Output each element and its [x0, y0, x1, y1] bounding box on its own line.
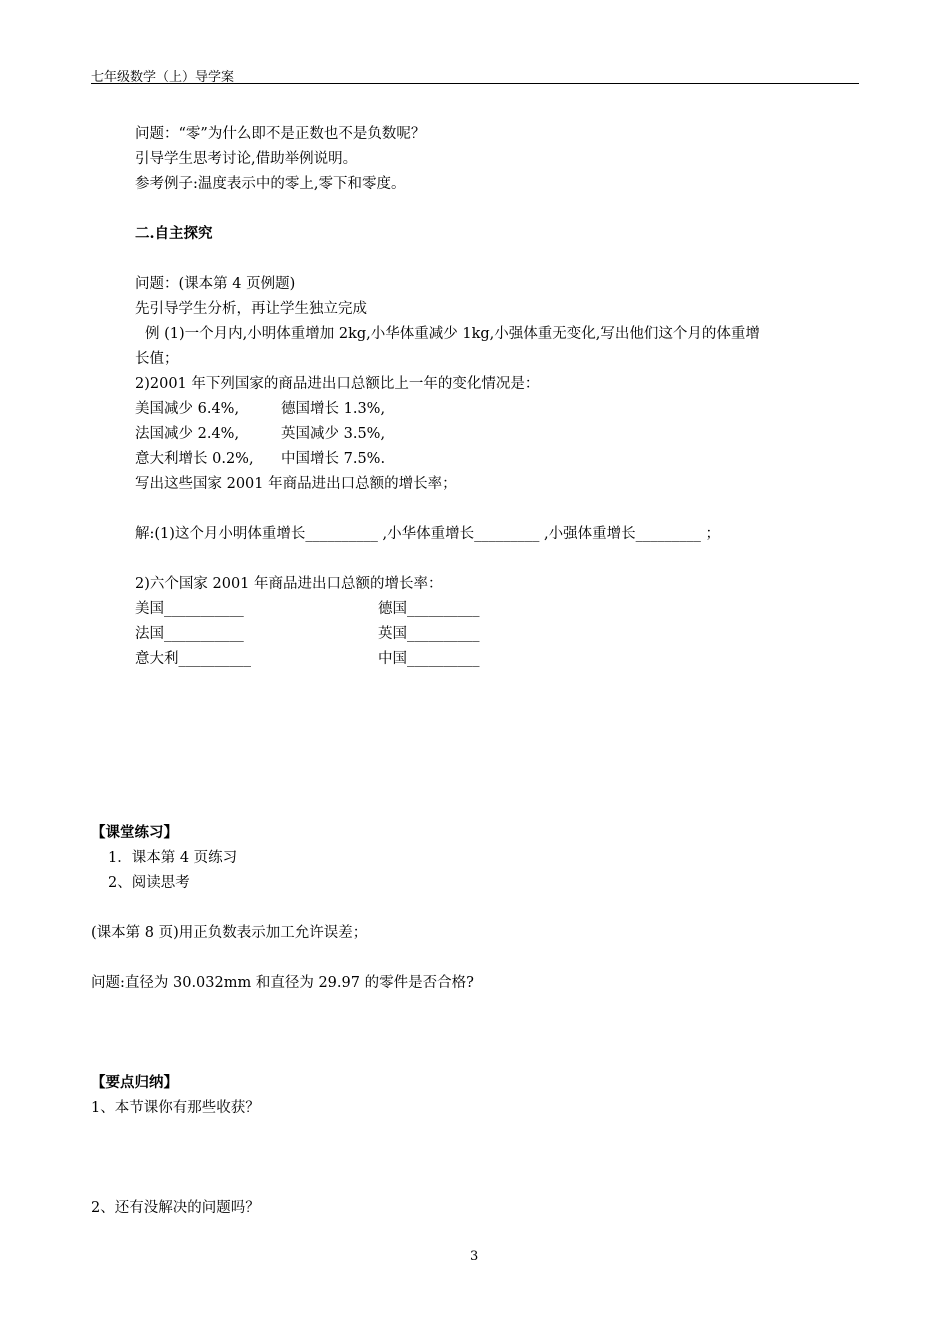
example1-line2: 长值； [135, 351, 179, 367]
example1-line1: 例 (1)一个月内,小明体重增加 2kg,小华体重减少 1kg,小强体重无变化,写出他们这个月的体重增 [145, 326, 760, 342]
practice-item-1: 1．课本第 4 页练习 [108, 850, 238, 866]
country-change-right: 中国增长 7.5%. [281, 451, 386, 467]
practice-question: 问题:直径为 30.032mm 和直径为 29.97 的零件是否合格? [91, 975, 474, 991]
question-zero: 问题：“零”为什么即不是正数也不是负数呢？ [135, 126, 426, 142]
solution2-intro: 2)六个国家 2001 年商品进出口总额的增长率： [135, 576, 443, 592]
page-header-title: 七年级数学（上）导学案 [91, 70, 235, 85]
guide-text: 引导学生思考讨论,借助举例说明。 [135, 151, 358, 167]
section-heading-practice: 【课堂练习】 [91, 824, 178, 841]
country-change-right: 英国减少 3.5%, [281, 426, 386, 442]
answer-blank-right: 中国__________ [378, 651, 480, 667]
country-change-left: 美国减少 6.4%, [135, 401, 240, 417]
example2-intro: 2)2001 年下列国家的商品进出口总额比上一年的变化情况是： [135, 376, 540, 392]
explore-method: 先引导学生分析，再让学生独立完成 [135, 301, 367, 317]
explore-question: 问题：(课本第 4 页例题) [135, 276, 296, 292]
country-change-left: 法国减少 2.4%, [135, 426, 240, 442]
reference-example: 参考例子:温度表示中的零上,零下和零度。 [135, 176, 406, 192]
page-number: 3 [470, 1249, 479, 1264]
section-heading-summary: 【要点归纳】 [91, 1074, 178, 1091]
answer-blank-right: 英国__________ [378, 626, 480, 642]
solution1: 解:(1)这个月小明体重增长__________ ,小华体重增长_________ ,小强体重增长_________ ； [135, 526, 720, 542]
answer-blank-left: 法国___________ [135, 626, 244, 642]
practice-reference: (课本第 8 页)用正负数表示加工允许误差； [91, 925, 368, 941]
answer-blank-left: 意大利__________ [135, 651, 251, 667]
summary-question-1: 1、本节课你有那些收获？ [91, 1100, 260, 1116]
summary-question-2: 2、还有没解决的问题吗？ [91, 1200, 260, 1216]
header-divider [91, 83, 859, 84]
answer-blank-left: 美国___________ [135, 601, 244, 617]
section-heading-explore: 二.自主探究 [135, 225, 213, 242]
answer-blank-right: 德国__________ [378, 601, 480, 617]
example2-ask: 写出这些国家 2001 年商品进出口总额的增长率； [135, 476, 457, 492]
country-change-right: 德国增长 1.3%, [281, 401, 386, 417]
country-change-left: 意大利增长 0.2%, [135, 451, 254, 467]
practice-item-2: 2、阅读思考 [108, 875, 190, 891]
